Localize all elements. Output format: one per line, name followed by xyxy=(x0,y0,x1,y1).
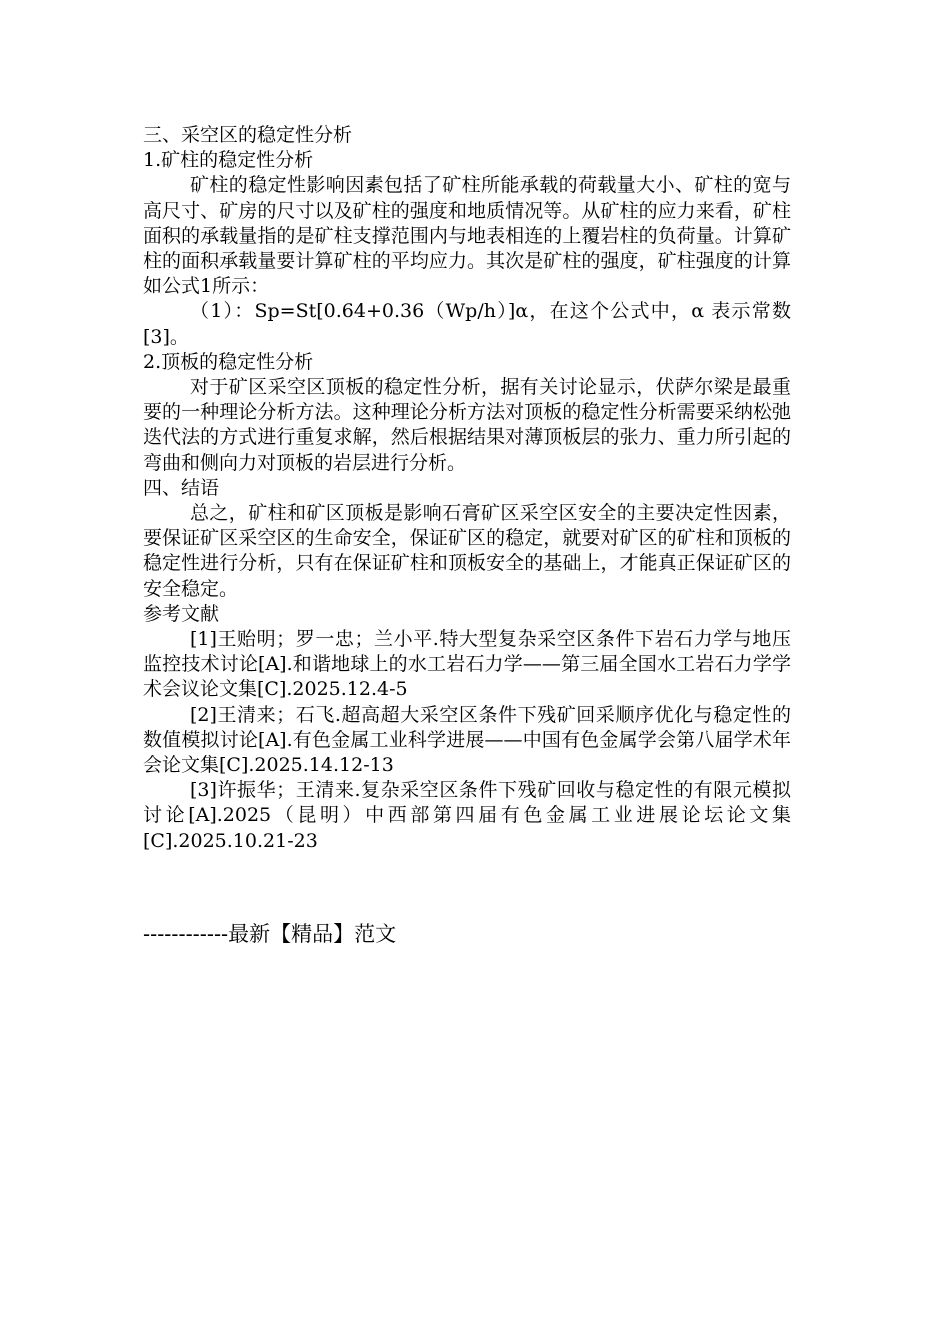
section-heading-stability-analysis: 三、采空区的稳定性分析 xyxy=(143,124,353,146)
reference-item-2: [2]王清来；石飞.超高超大采空区条件下残矿回采顺序优化与稳定性的数值模拟讨论[A].有色金属工业科学进展——中国有色金属学会第八届学术年会论文集[C].2025.14.12-13 xyxy=(143,703,791,777)
paragraph-conclusion: 总之，矿柱和矿区顶板是影响石膏矿区采空区安全的主要决定性因素，要保证矿区采空区的生命安全，保证矿区的稳定，就要对矿区的矿柱和顶板的稳定性进行分析，只有在保证矿柱和顶板安全的基础上，才能真正保证矿区的安全稳定。 xyxy=(143,502,791,600)
section-heading-conclusion: 四、结语 xyxy=(143,476,220,499)
paragraph-formula: （1）：Sp=St[0.64+0.36（Wp/h）]α，在这个公式中，α 表示常数[3]。 xyxy=(143,300,791,348)
references-heading: 参考文献 xyxy=(143,602,220,625)
document-body xyxy=(143,123,791,854)
reference-item-1: [1]王贻明；罗一忠；兰小平.特大型复杂采空区条件下岩石力学与地压监控技术讨论[A].和谐地球上的水工岩石力学——第三届全国水工岩石力学学术会议论文集[C].2025.12.4-5 xyxy=(143,628,791,701)
paragraph-pillar-stability: 矿柱的稳定性影响因素包括了矿柱所能承载的荷载量大小、矿柱的宽与高尺寸、矿房的尺寸以及矿柱的强度和地质情况等。从矿柱的应力来看，矿柱面积的承载量指的是矿柱支撑范围内与地表相连的上覆岩柱的负荷量。计算矿柱的面积承载量要计算矿柱的平均应力。其次是矿柱的强度，矿柱强度的计算如公式1所示： xyxy=(143,174,791,298)
subheading-roof-stability: 2.顶板的稳定性分析 xyxy=(143,350,314,373)
paragraph-roof-stability: 对于矿区采空区顶板的稳定性分析，据有关讨论显示，伏萨尔梁是最重要的一种理论分析方法。这种理论分析方法对顶板的稳定性分析需要采纳松弛迭代法的方式进行重复求解，然后根据结果对薄顶板层的张力、重力所引起的弯曲和侧向力对顶板的岩层进行分析。 xyxy=(143,376,791,474)
footer-tagline: ------------最新【精品】范文 xyxy=(143,922,397,946)
subheading-pillar-stability: 1.矿柱的稳定性分析 xyxy=(143,149,314,172)
reference-item-3: [3]许振华；王清来.复杂采空区条件下残矿回收与稳定性的有限元模拟讨论[A].2025（昆明）中西部第四届有色金属工业进展论坛论文集[C].2025.10.21-23 xyxy=(143,779,791,852)
